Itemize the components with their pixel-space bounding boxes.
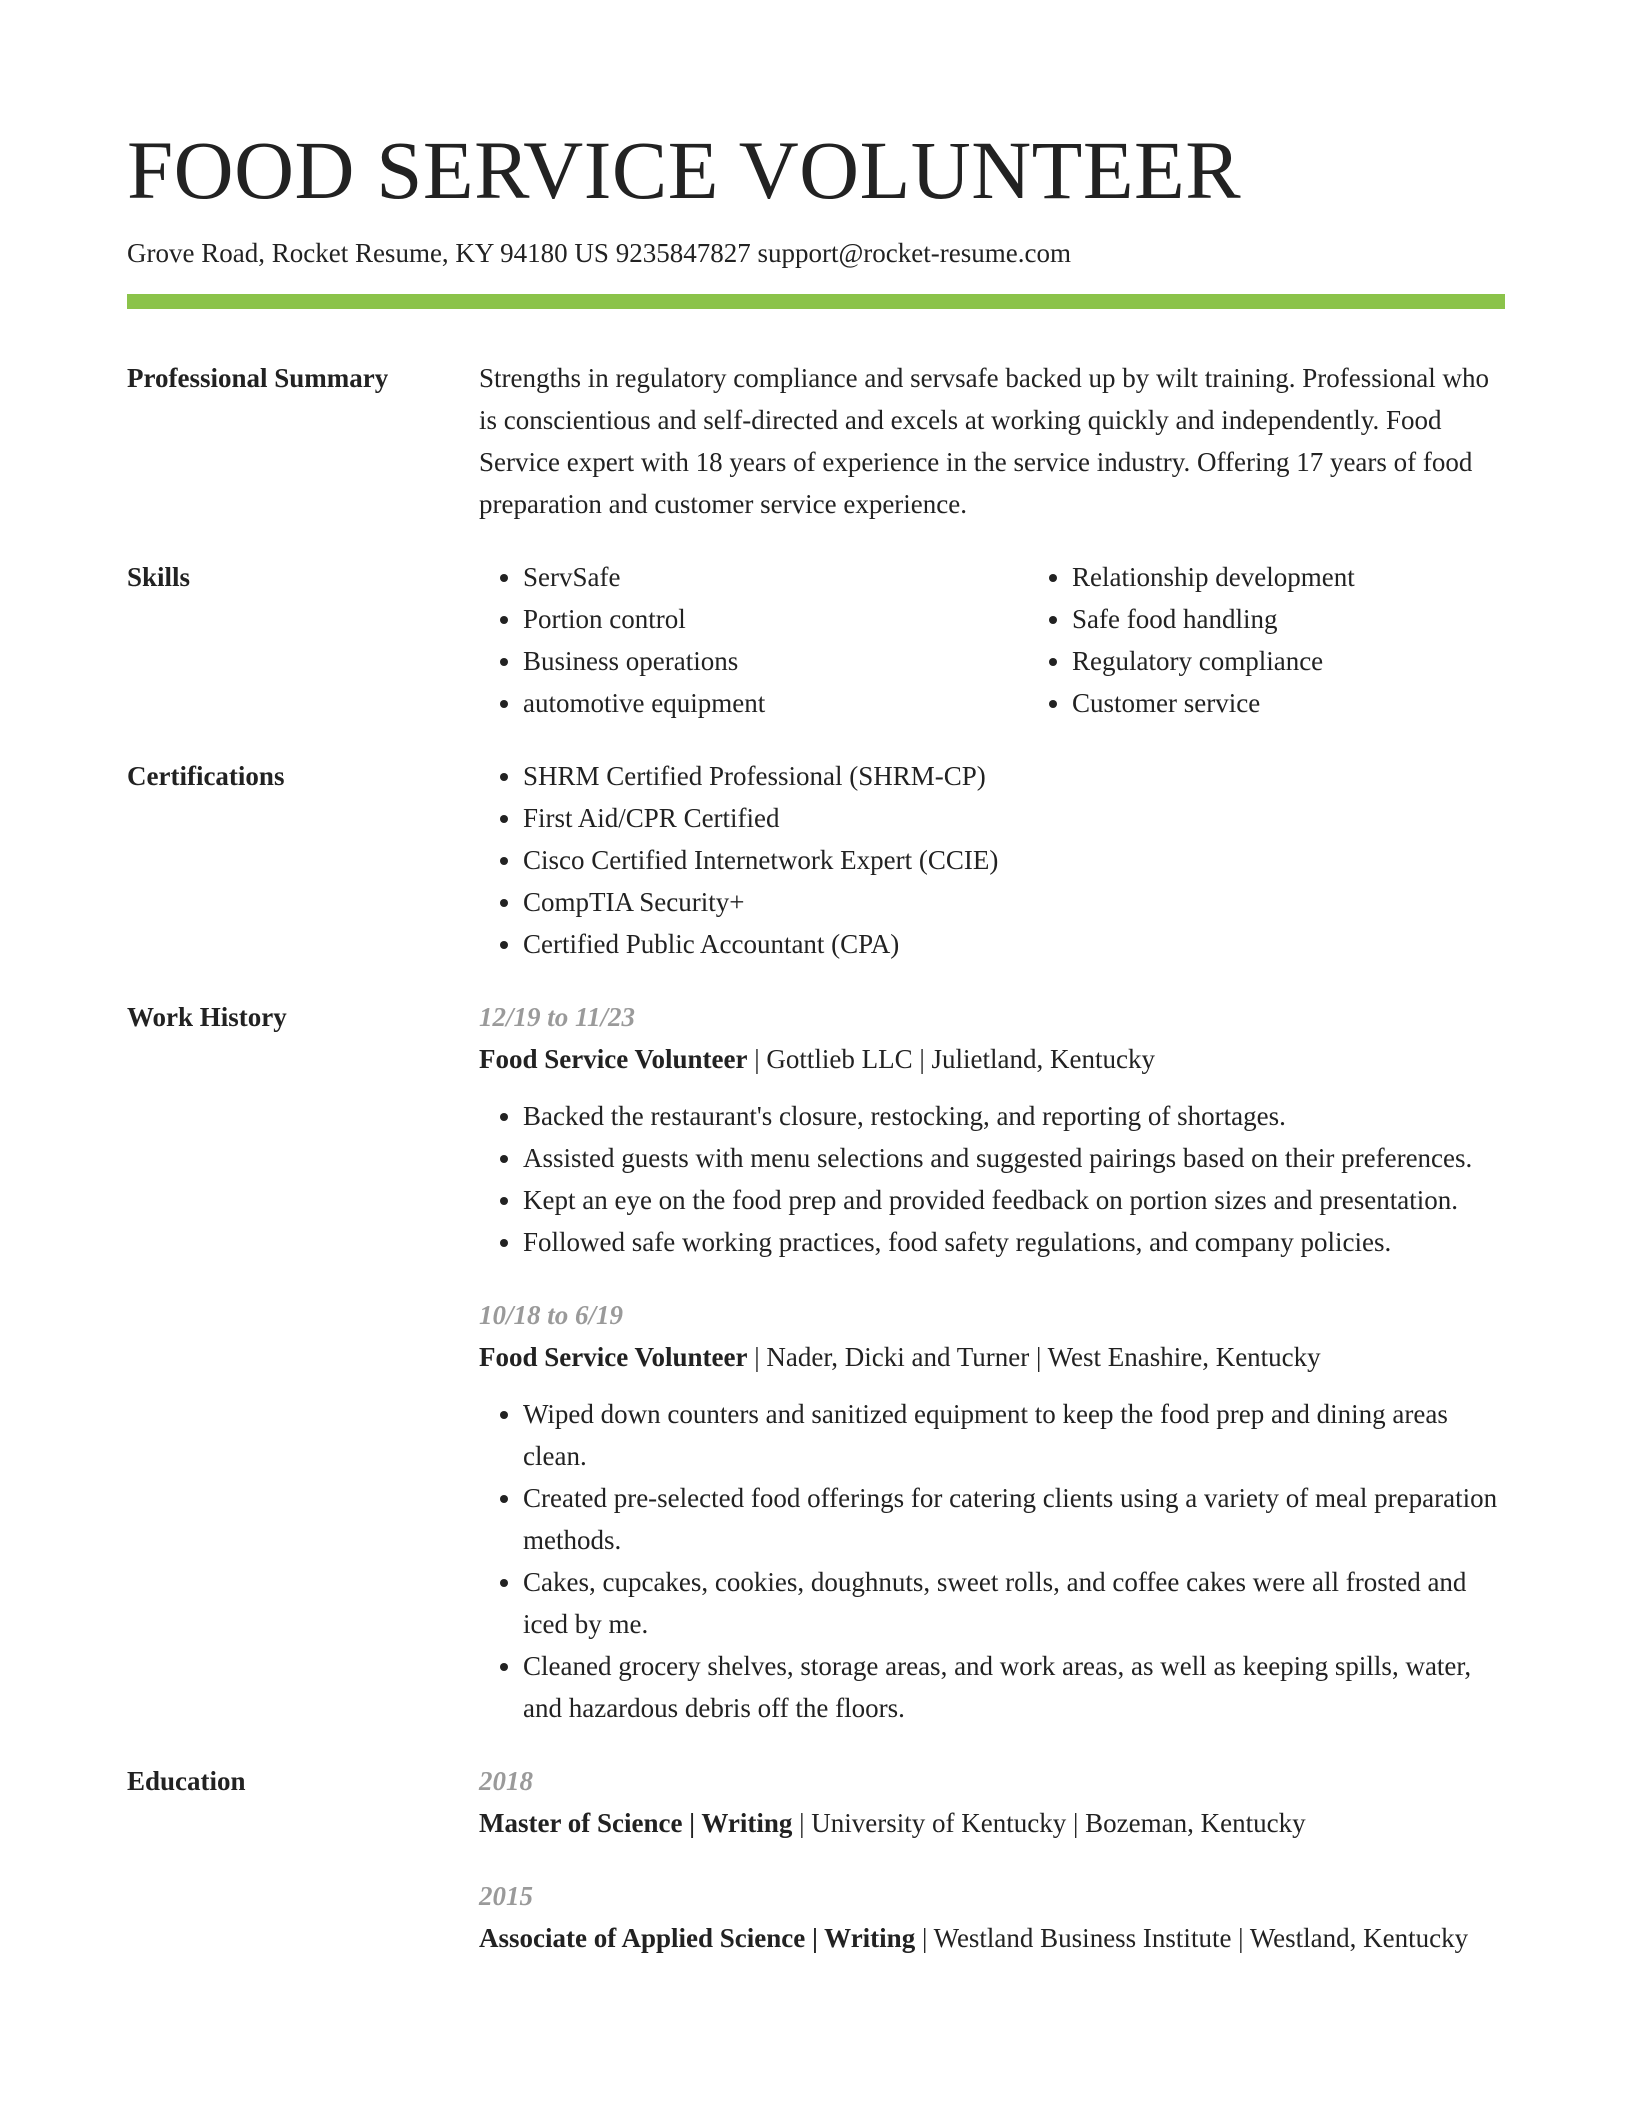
skills-column-1 (479, 556, 1028, 724)
section-skills (127, 556, 1505, 724)
section-work-history (127, 996, 1505, 1729)
list-item: • Customer service (1072, 682, 1577, 724)
degree: Master of Science | Writing (479, 1808, 793, 1838)
education-year: 2018 (479, 1766, 533, 1796)
skills-grid (479, 556, 1577, 724)
job-dates: 12/19 to 11/23 (479, 1002, 636, 1032)
list-item: • Cakes, cupcakes, cookies, doughnuts, sweet rolls, and coffee cakes were all frosted and iced by me. (523, 1561, 1505, 1645)
list-item: • Certified Public Accountant (CPA) (523, 923, 1505, 965)
list-item: • Created pre-selected food offerings for catering clients using a variety of meal preparation methods. (523, 1477, 1505, 1561)
section-label-education: Education (127, 1766, 246, 1796)
list-item: • First Aid/CPR Certified (523, 797, 1505, 839)
section-summary (127, 357, 1505, 525)
list-item: • Followed safe working practices, food safety regulations, and company policies. (523, 1221, 1505, 1263)
section-label-work: Work History (127, 1002, 287, 1032)
list-item: • SHRM Certified Professional (SHRM-CP) (523, 755, 1505, 797)
work-body (479, 996, 1505, 1729)
job-bullets (479, 1095, 1505, 1263)
list-item: • Assisted guests with menu selections and suggested pairings based on their preferences. (523, 1137, 1505, 1179)
page-title: FOOD SERVICE VOLUNTEER (127, 124, 1242, 216)
section-label-certifications: Certifications (127, 761, 285, 791)
list-item: • Business operations (523, 640, 1028, 682)
job-entry (479, 996, 1505, 1263)
certifications-body (479, 755, 1505, 965)
resume-page (127, 0, 1505, 1959)
job-details: | Nader, Dicki and Turner | West Enashire, Kentucky (747, 1342, 1321, 1372)
education-entry (479, 1760, 1505, 1844)
skills-column-2 (1028, 556, 1577, 724)
list-item: • automotive equipment (523, 682, 1028, 724)
degree: Associate of Applied Science | Writing (479, 1923, 916, 1953)
education-heading (479, 1917, 1505, 1959)
section-certifications (127, 755, 1505, 965)
summary-text: Strengths in regulatory compliance and servsafe backed up by wilt training. Professional who is conscientious and self-directed and excels at working quickly and independently. Food Service expert with 18 years of experience in the service industry. Offering 17 years of food preparation and customer service experience. (479, 363, 1489, 519)
list-item: • ServSafe (523, 556, 1028, 598)
education-body (479, 1760, 1505, 1959)
certifications-list (479, 755, 1505, 965)
job-heading (479, 1336, 1505, 1378)
list-item: • Portion control (523, 598, 1028, 640)
education-heading (479, 1802, 1505, 1844)
list-item: • Backed the restaurant's closure, restocking, and reporting of shortages. (523, 1095, 1505, 1137)
section-label-summary: Professional Summary (127, 363, 389, 393)
job-title: Food Service Volunteer (479, 1342, 748, 1372)
list-item: • Cleaned grocery shelves, storage areas, and work areas, as well as keeping spills, water, and hazardous debris off the floors. (523, 1645, 1505, 1729)
contact-line: Grove Road, Rocket Resume, KY 94180 US 9235847827 support@rocket-resume.com (127, 238, 1071, 268)
job-details: | Gottlieb LLC | Julietland, Kentucky (747, 1044, 1155, 1074)
education-entry (479, 1875, 1505, 1959)
job-entry (479, 1294, 1505, 1729)
list-item: • CompTIA Security+ (523, 881, 1505, 923)
list-item: • Wiped down counters and sanitized equipment to keep the food prep and dining areas clean. (523, 1393, 1505, 1477)
list-item: • Kept an eye on the food prep and provided feedback on portion sizes and presentation. (523, 1179, 1505, 1221)
section-label-skills: Skills (127, 562, 191, 592)
school-details: | University of Kentucky | Bozeman, Kentucky (792, 1808, 1306, 1838)
list-item: • Regulatory compliance (1072, 640, 1577, 682)
list-item: • Safe food handling (1072, 598, 1577, 640)
job-bullets (479, 1393, 1505, 1729)
job-heading (479, 1038, 1505, 1080)
job-dates: 10/18 to 6/19 (479, 1300, 624, 1330)
list-item: • Cisco Certified Internetwork Expert (CCIE) (523, 839, 1505, 881)
list-item: • Relationship development (1072, 556, 1577, 598)
section-education (127, 1760, 1505, 1959)
accent-divider (127, 294, 1505, 309)
job-title: Food Service Volunteer (479, 1044, 748, 1074)
school-details: | Westland Business Institute | Westland, Kentucky (915, 1923, 1469, 1953)
education-year: 2015 (479, 1881, 533, 1911)
